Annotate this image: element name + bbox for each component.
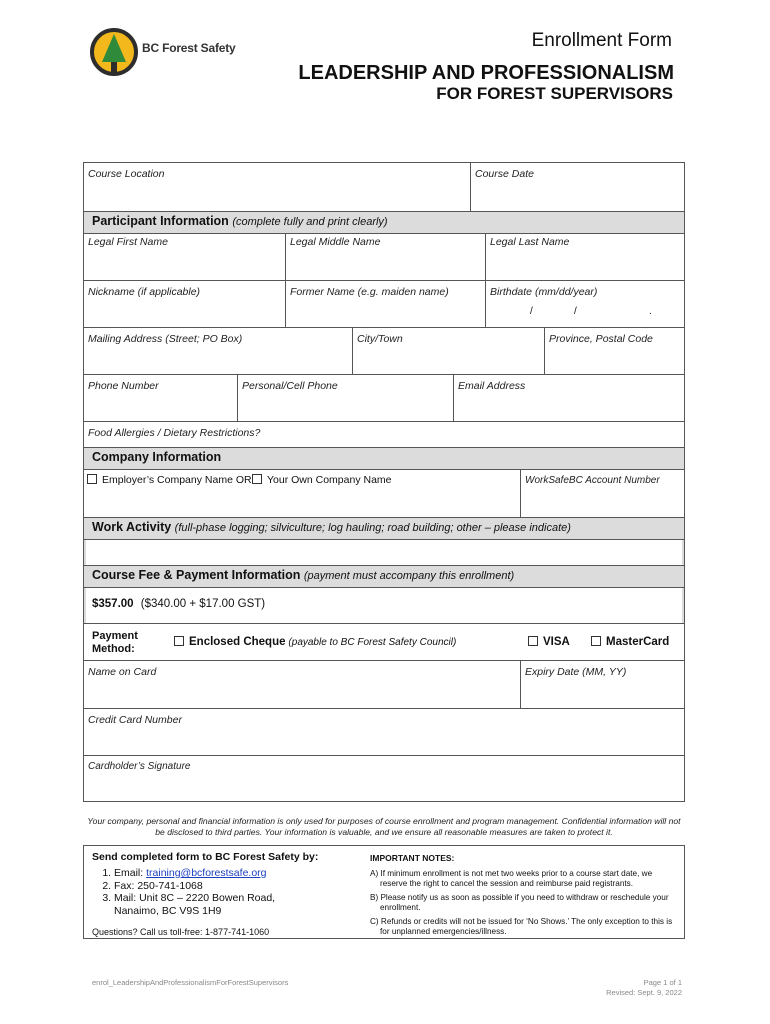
birthdate-end: . — [649, 306, 652, 317]
footer-filename: enrol_LeadershipAndProfessionalismForForestSupervisors — [92, 978, 289, 987]
own-company-checkbox[interactable] — [252, 474, 262, 484]
send-methods-list — [92, 867, 352, 917]
payment-method-field — [84, 624, 684, 661]
payment-method-label: Payment Method: — [92, 630, 138, 655]
signature-row — [84, 755, 684, 802]
send-instructions-box — [83, 845, 685, 939]
payment-note: (payment must accompany this enrollment) — [303, 570, 515, 582]
page-number: Page 1 of 1 — [643, 978, 682, 987]
email-field[interactable] — [453, 375, 684, 422]
participant-note: (complete fully and print clearly) — [232, 216, 388, 228]
city-field[interactable] — [352, 328, 544, 375]
tree-logo-icon — [90, 26, 138, 78]
cheque-note: (payable to BC Forest Safety Council) — [288, 637, 457, 648]
mail-line-1: Mail: Unit 8C – 2220 Bowen Road, — [114, 892, 276, 904]
notes-heading: IMPORTANT NOTES: — [370, 853, 455, 863]
page-title: LEADERSHIP AND PROFESSIONALISM — [298, 62, 674, 84]
send-fax-item: 2. Fax: 250-741-1068 — [114, 880, 352, 893]
mastercard-checkbox[interactable] — [591, 636, 601, 646]
company-row — [84, 469, 684, 518]
name-on-card-field[interactable] — [84, 661, 520, 709]
send-heading: Send completed form to BC Forest Safety by: — [92, 851, 319, 863]
fee-box — [86, 588, 682, 624]
send-instructions — [92, 851, 352, 937]
company-name-field[interactable] — [84, 470, 520, 518]
expiry-label: Expiry Date (MM, YY) — [525, 666, 627, 678]
last-name-label: Legal Last Name — [490, 236, 570, 248]
province-postal-label: Province, Postal Code — [549, 333, 653, 345]
phone-row — [84, 374, 684, 422]
enrollment-form — [83, 162, 685, 802]
phone-label: Phone Number — [88, 380, 159, 392]
mastercard-label: MasterCard — [606, 636, 670, 648]
visa-option[interactable] — [528, 636, 570, 648]
own-company-label: Your Own Company Name — [267, 474, 392, 486]
email-label: Email Address — [458, 380, 526, 392]
note-a: A) If minimum enrollment is not met two weeks prior to a course start date, we reserve the right to cancel the session and reimburse paid registrants. — [370, 869, 653, 888]
former-name-field[interactable] — [285, 281, 485, 328]
nickname-field[interactable] — [84, 281, 285, 328]
card-number-field[interactable] — [84, 709, 684, 756]
participant-title: Participant Information — [92, 214, 229, 228]
birthdate-separator-2: / — [574, 306, 577, 317]
work-note: (full-phase logging; silviculture; log hauling; road building; other – please indicate) — [174, 522, 571, 534]
course-fee — [92, 598, 265, 610]
mastercard-option[interactable] — [591, 636, 669, 648]
payment-section-header — [84, 565, 684, 588]
work-title: Work Activity — [92, 520, 172, 534]
birthdate-separator-1: / — [530, 306, 533, 317]
work-section-title — [92, 520, 571, 534]
cell-phone-label: Personal/Cell Phone — [242, 380, 338, 392]
payment-section-title — [92, 568, 514, 582]
own-company-option[interactable] — [252, 474, 392, 486]
middle-name-label: Legal Middle Name — [290, 236, 381, 248]
birthdate-field[interactable] — [485, 281, 684, 328]
first-name-field[interactable] — [84, 234, 285, 281]
payment-title: Course Fee & Payment Information — [92, 568, 301, 582]
employer-option[interactable] — [87, 474, 252, 486]
middle-name-field[interactable] — [285, 234, 485, 281]
course-location-field[interactable] — [84, 163, 470, 211]
course-row — [84, 163, 684, 211]
city-label: City/Town — [357, 333, 403, 345]
logo-text: BC Forest Safety — [142, 41, 236, 55]
work-activity-row — [84, 539, 684, 566]
province-postal-field[interactable] — [544, 328, 684, 375]
participant-section-title — [92, 214, 388, 228]
mail-line-2: Nanaimo, BC V9S 1H9 — [114, 904, 222, 917]
worksafe-label: WorkSafeBC Account Number — [525, 475, 660, 486]
last-name-field[interactable] — [485, 234, 684, 281]
cell-phone-field[interactable] — [237, 375, 453, 422]
expiry-field[interactable] — [520, 661, 684, 709]
payment-method-row — [84, 623, 684, 661]
visa-label: VISA — [543, 636, 570, 648]
send-mail-item — [114, 892, 352, 917]
card-number-row — [84, 708, 684, 756]
allergies-row — [84, 421, 684, 448]
allergies-field[interactable] — [84, 422, 684, 448]
send-email-label: Email: — [114, 867, 144, 879]
participant-section-header — [84, 211, 684, 234]
fee-row — [84, 587, 684, 624]
nickname-row — [84, 280, 684, 328]
bc-forest-safety-logo — [90, 26, 240, 80]
company-section-header — [84, 447, 684, 470]
name-on-card-label: Name on Card — [88, 666, 157, 678]
company-section-title: Company Information — [92, 450, 222, 464]
card-number-label: Credit Card Number — [88, 714, 182, 726]
fee-detail: ($340.00 + $17.00 GST) — [140, 598, 266, 610]
signature-label: Cardholder’s Signature — [88, 761, 191, 772]
employer-label: Employer’s Company Name OR — [102, 474, 252, 486]
page-subtitle: FOR FOREST SUPERVISORS — [436, 84, 673, 103]
birthdate-label: Birthdate (mm/dd/year) — [490, 286, 598, 298]
address-row — [84, 327, 684, 375]
nickname-label: Nickname (if applicable) — [88, 286, 201, 298]
fee-amount: $357.00 — [92, 598, 134, 610]
footer-page-info — [606, 978, 682, 998]
course-date-field[interactable] — [470, 163, 684, 211]
course-date-label: Course Date — [475, 168, 534, 180]
mailing-address-field[interactable] — [84, 328, 352, 375]
important-notes — [370, 853, 675, 941]
cheque-checkbox[interactable] — [174, 636, 184, 646]
revised-date: Revised: Sept. 9, 2022 — [606, 988, 682, 997]
note-b: B) Please notify us as soon as possible if you need to withdraw or reschedule your enrollment. — [370, 893, 669, 912]
signature-field[interactable] — [84, 756, 684, 802]
work-section-header — [84, 517, 684, 540]
allergies-label: Food Allergies / Dietary Restrictions? — [88, 427, 261, 439]
worksafe-field[interactable] — [520, 470, 684, 518]
cheque-option[interactable] — [174, 636, 456, 648]
card-name-row — [84, 660, 684, 709]
training-email-link[interactable]: training@bcforestsafe.org — [146, 867, 267, 879]
mailing-address-label: Mailing Address (Street; PO Box) — [88, 333, 243, 345]
employer-checkbox[interactable] — [87, 474, 97, 484]
former-name-label: Former Name (e.g. maiden name) — [290, 286, 449, 298]
visa-checkbox[interactable] — [528, 636, 538, 646]
course-location-label: Course Location — [88, 168, 165, 180]
work-activity-input[interactable] — [86, 540, 682, 566]
names-row — [84, 233, 684, 281]
form-title: Enrollment Form — [531, 30, 672, 51]
send-email-item — [114, 867, 352, 880]
privacy-notice: Your company, personal and financial information is only used for purposes of course enrollment and program management. Confidential information will not be disclosed to third parties. Your information is valuable, and we ensure all reasonable measures are taken to protect it. — [87, 816, 681, 837]
questions-phone: Questions? Call us toll-free: 1-877-741-1060 — [92, 927, 270, 937]
cheque-label: Enclosed Cheque — [189, 636, 286, 648]
first-name-label: Legal First Name — [88, 236, 168, 248]
phone-field[interactable] — [84, 375, 237, 422]
note-c: C) Refunds or credits will not be issued for ‘No Shows.’ The only exception to this is for unplanned emergencies/illness. — [370, 917, 673, 936]
